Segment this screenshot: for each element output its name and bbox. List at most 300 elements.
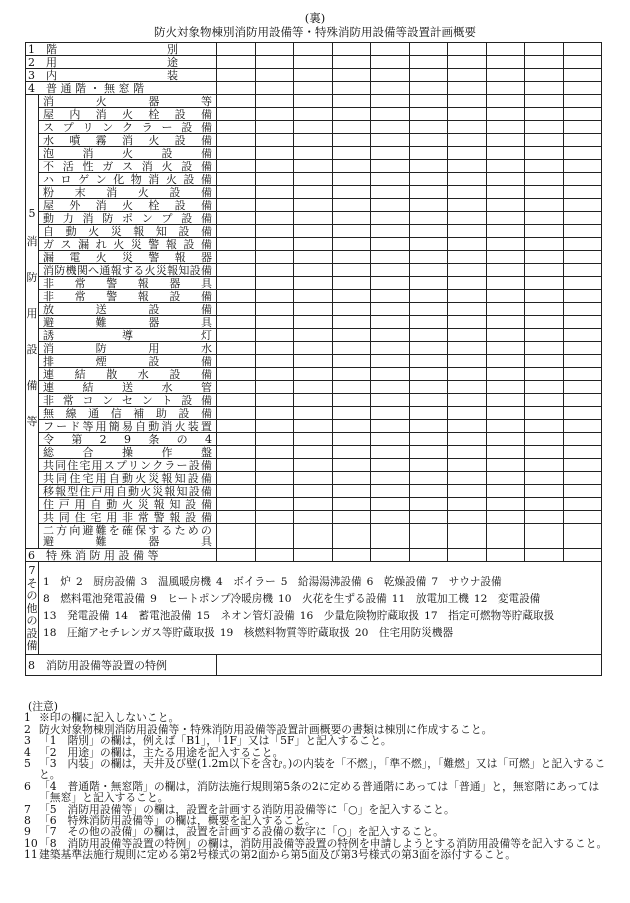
entry-cell[interactable] — [486, 225, 525, 238]
entry-cell[interactable] — [217, 199, 256, 212]
entry-cell[interactable] — [294, 316, 333, 329]
entry-cell[interactable] — [294, 342, 333, 355]
entry-cell[interactable] — [409, 277, 448, 290]
entry-cell[interactable] — [563, 329, 602, 342]
entry-cell[interactable] — [371, 433, 410, 446]
entry-cell[interactable] — [332, 69, 371, 82]
entry-cell[interactable] — [525, 82, 564, 95]
entry-cell[interactable] — [294, 303, 333, 316]
entry-cell[interactable] — [525, 368, 564, 381]
entry-cell[interactable] — [525, 472, 564, 485]
entry-cell[interactable] — [332, 212, 371, 225]
entry-cell[interactable] — [563, 290, 602, 303]
entry-cell[interactable] — [525, 524, 564, 549]
entry-cell[interactable] — [448, 212, 487, 225]
entry-cell[interactable] — [525, 420, 564, 433]
entry-cell[interactable] — [486, 173, 525, 186]
entry-cell[interactable] — [563, 134, 602, 147]
entry-cell[interactable] — [448, 173, 487, 186]
entry-cell[interactable] — [448, 316, 487, 329]
entry-cell[interactable] — [217, 316, 256, 329]
entry-cell[interactable] — [525, 56, 564, 69]
entry-cell[interactable] — [409, 134, 448, 147]
entry-cell[interactable] — [371, 303, 410, 316]
entry-cell[interactable] — [486, 160, 525, 173]
entry-cell[interactable] — [409, 485, 448, 498]
other-equipment-list[interactable] — [39, 562, 602, 655]
entry-cell[interactable] — [332, 433, 371, 446]
entry-cell[interactable] — [294, 108, 333, 121]
entry-cell[interactable] — [563, 498, 602, 511]
entry-cell[interactable] — [371, 199, 410, 212]
entry-cell[interactable] — [371, 511, 410, 524]
entry-cell[interactable] — [332, 342, 371, 355]
entry-cell[interactable] — [486, 316, 525, 329]
entry-cell[interactable] — [448, 433, 487, 446]
entry-cell[interactable] — [332, 43, 371, 56]
other-equipment-item[interactable]: 4 ボイラー — [215, 576, 276, 588]
entry-cell[interactable] — [332, 160, 371, 173]
entry-cell[interactable] — [371, 407, 410, 420]
entry-cell[interactable] — [255, 69, 294, 82]
entry-cell[interactable] — [217, 420, 256, 433]
entry-cell[interactable] — [409, 264, 448, 277]
entry-cell[interactable] — [255, 199, 294, 212]
entry-cell[interactable] — [255, 303, 294, 316]
entry-cell[interactable] — [563, 472, 602, 485]
entry-cell[interactable] — [525, 277, 564, 290]
entry-cell[interactable] — [255, 251, 294, 264]
entry-cell[interactable] — [371, 381, 410, 394]
entry-cell[interactable] — [486, 147, 525, 160]
entry-cell[interactable] — [255, 394, 294, 407]
entry-cell[interactable] — [217, 498, 256, 511]
entry-cell[interactable] — [217, 173, 256, 186]
entry-cell[interactable] — [255, 290, 294, 303]
entry-cell[interactable] — [371, 147, 410, 160]
entry-cell[interactable] — [486, 342, 525, 355]
entry-cell[interactable] — [525, 303, 564, 316]
entry-cell[interactable] — [409, 95, 448, 108]
entry-cell[interactable] — [332, 199, 371, 212]
entry-cell[interactable] — [371, 498, 410, 511]
entry-cell[interactable] — [255, 225, 294, 238]
entry-cell[interactable] — [332, 238, 371, 251]
entry-cell[interactable] — [486, 82, 525, 95]
entry-cell[interactable] — [332, 446, 371, 459]
entry-cell[interactable] — [448, 446, 487, 459]
entry-cell[interactable] — [371, 355, 410, 368]
entry-cell[interactable] — [332, 82, 371, 95]
entry-cell[interactable] — [409, 316, 448, 329]
entry-cell[interactable] — [525, 264, 564, 277]
entry-cell[interactable] — [217, 485, 256, 498]
entry-cell[interactable] — [294, 433, 333, 446]
entry-cell[interactable] — [371, 160, 410, 173]
entry-cell[interactable] — [448, 303, 487, 316]
entry-cell[interactable] — [409, 225, 448, 238]
entry-cell[interactable] — [448, 251, 487, 264]
entry-cell[interactable] — [217, 264, 256, 277]
entry-cell[interactable] — [486, 108, 525, 121]
entry-cell[interactable] — [486, 238, 525, 251]
entry-cell[interactable] — [448, 277, 487, 290]
entry-cell[interactable] — [409, 498, 448, 511]
entry-cell[interactable] — [255, 316, 294, 329]
entry-cell[interactable] — [255, 82, 294, 95]
entry-cell[interactable] — [332, 251, 371, 264]
entry-cell[interactable] — [448, 160, 487, 173]
entry-cell[interactable] — [217, 524, 256, 549]
entry-cell[interactable] — [217, 82, 256, 95]
entry-cell[interactable] — [255, 238, 294, 251]
entry-cell[interactable] — [525, 329, 564, 342]
entry-cell[interactable] — [255, 472, 294, 485]
entry-cell[interactable] — [332, 95, 371, 108]
entry-cell[interactable] — [294, 446, 333, 459]
entry-cell[interactable] — [486, 277, 525, 290]
entry-cell[interactable] — [486, 394, 525, 407]
entry-cell[interactable] — [486, 186, 525, 199]
entry-cell[interactable] — [371, 134, 410, 147]
entry-cell[interactable] — [448, 368, 487, 381]
entry-cell[interactable] — [217, 329, 256, 342]
entry-cell[interactable] — [255, 446, 294, 459]
entry-cell[interactable] — [563, 303, 602, 316]
entry-cell[interactable] — [486, 485, 525, 498]
entry-cell[interactable] — [294, 290, 333, 303]
entry-cell[interactable] — [255, 381, 294, 394]
entry-cell[interactable] — [409, 121, 448, 134]
entry-cell[interactable] — [294, 212, 333, 225]
entry-cell[interactable] — [563, 446, 602, 459]
entry-cell[interactable] — [294, 147, 333, 160]
entry-cell[interactable] — [217, 355, 256, 368]
entry-cell[interactable] — [563, 420, 602, 433]
entry-cell[interactable] — [409, 69, 448, 82]
entry-cell[interactable] — [486, 472, 525, 485]
entry-cell[interactable] — [448, 524, 487, 549]
entry-cell[interactable] — [563, 407, 602, 420]
entry-cell[interactable] — [217, 433, 256, 446]
entry-cell[interactable] — [448, 147, 487, 160]
entry-cell[interactable] — [371, 446, 410, 459]
other-equipment-item[interactable]: 5 給湯湯沸設備 — [280, 576, 362, 588]
entry-cell[interactable] — [525, 433, 564, 446]
other-equipment-item[interactable]: 11 放電加工機 — [391, 593, 469, 605]
entry-cell[interactable] — [294, 95, 333, 108]
other-equipment-item[interactable]: 14 蓄電池設備 — [114, 610, 192, 622]
entry-cell[interactable] — [563, 264, 602, 277]
entry-cell[interactable] — [294, 381, 333, 394]
entry-cell[interactable] — [217, 95, 256, 108]
entry-cell[interactable] — [448, 43, 487, 56]
entry-cell[interactable] — [371, 264, 410, 277]
entry-cell[interactable] — [563, 199, 602, 212]
entry-cell[interactable] — [409, 342, 448, 355]
entry-cell[interactable] — [332, 485, 371, 498]
exception-entry[interactable] — [217, 655, 602, 676]
entry-cell[interactable] — [486, 212, 525, 225]
entry-cell[interactable] — [294, 121, 333, 134]
entry-cell[interactable] — [409, 549, 448, 562]
entry-cell[interactable] — [332, 264, 371, 277]
entry-cell[interactable] — [563, 316, 602, 329]
entry-cell[interactable] — [332, 368, 371, 381]
entry-cell[interactable] — [332, 524, 371, 549]
entry-cell[interactable] — [486, 524, 525, 549]
entry-cell[interactable] — [255, 277, 294, 290]
entry-cell[interactable] — [486, 498, 525, 511]
entry-cell[interactable] — [448, 69, 487, 82]
entry-cell[interactable] — [217, 43, 256, 56]
other-equipment-item[interactable]: 3 温風暖房機 — [140, 576, 211, 588]
entry-cell[interactable] — [294, 355, 333, 368]
entry-cell[interactable] — [409, 173, 448, 186]
entry-cell[interactable] — [525, 498, 564, 511]
entry-cell[interactable] — [563, 355, 602, 368]
entry-cell[interactable] — [332, 407, 371, 420]
entry-cell[interactable] — [371, 459, 410, 472]
entry-cell[interactable] — [525, 238, 564, 251]
entry-cell[interactable] — [255, 368, 294, 381]
entry-cell[interactable] — [563, 277, 602, 290]
entry-cell[interactable] — [332, 134, 371, 147]
entry-cell[interactable] — [255, 108, 294, 121]
entry-cell[interactable] — [371, 69, 410, 82]
entry-cell[interactable] — [409, 511, 448, 524]
entry-cell[interactable] — [294, 368, 333, 381]
entry-cell[interactable] — [409, 420, 448, 433]
entry-cell[interactable] — [525, 43, 564, 56]
entry-cell[interactable] — [294, 160, 333, 173]
entry-cell[interactable] — [255, 56, 294, 69]
entry-cell[interactable] — [448, 56, 487, 69]
entry-cell[interactable] — [448, 82, 487, 95]
entry-cell[interactable] — [294, 407, 333, 420]
entry-cell[interactable] — [371, 108, 410, 121]
other-equipment-item[interactable]: 6 乾燥設備 — [366, 576, 427, 588]
entry-cell[interactable] — [448, 290, 487, 303]
entry-cell[interactable] — [217, 368, 256, 381]
entry-cell[interactable] — [371, 316, 410, 329]
entry-cell[interactable] — [409, 394, 448, 407]
entry-cell[interactable] — [486, 433, 525, 446]
entry-cell[interactable] — [525, 459, 564, 472]
entry-cell[interactable] — [255, 186, 294, 199]
entry-cell[interactable] — [409, 290, 448, 303]
entry-cell[interactable] — [371, 368, 410, 381]
entry-cell[interactable] — [448, 238, 487, 251]
entry-cell[interactable] — [525, 394, 564, 407]
entry-cell[interactable] — [371, 277, 410, 290]
entry-cell[interactable] — [371, 212, 410, 225]
other-equipment-item[interactable]: 12 変電設備 — [473, 593, 541, 605]
entry-cell[interactable] — [255, 147, 294, 160]
entry-cell[interactable] — [255, 264, 294, 277]
entry-cell[interactable] — [409, 108, 448, 121]
entry-cell[interactable] — [255, 43, 294, 56]
entry-cell[interactable] — [563, 433, 602, 446]
entry-cell[interactable] — [448, 342, 487, 355]
entry-cell[interactable] — [563, 95, 602, 108]
entry-cell[interactable] — [525, 173, 564, 186]
other-equipment-item[interactable]: 9 ヒートポンプ冷暖房機 — [150, 593, 273, 605]
entry-cell[interactable] — [294, 420, 333, 433]
entry-cell[interactable] — [448, 485, 487, 498]
entry-cell[interactable] — [255, 355, 294, 368]
entry-cell[interactable] — [448, 225, 487, 238]
entry-cell[interactable] — [332, 108, 371, 121]
entry-cell[interactable] — [332, 147, 371, 160]
entry-cell[interactable] — [448, 134, 487, 147]
other-equipment-item[interactable]: 13 発電設備 — [43, 610, 110, 622]
entry-cell[interactable] — [409, 251, 448, 264]
entry-cell[interactable] — [486, 134, 525, 147]
entry-cell[interactable] — [563, 160, 602, 173]
entry-cell[interactable] — [409, 186, 448, 199]
entry-cell[interactable] — [332, 121, 371, 134]
entry-cell[interactable] — [448, 498, 487, 511]
entry-cell[interactable] — [563, 82, 602, 95]
entry-cell[interactable] — [294, 549, 333, 562]
entry-cell[interactable] — [486, 549, 525, 562]
entry-cell[interactable] — [525, 355, 564, 368]
entry-cell[interactable] — [255, 549, 294, 562]
entry-cell[interactable] — [371, 173, 410, 186]
entry-cell[interactable] — [371, 290, 410, 303]
other-equipment-item[interactable]: 8 燃料電池発電設備 — [43, 593, 146, 605]
entry-cell[interactable] — [486, 381, 525, 394]
entry-cell[interactable] — [525, 549, 564, 562]
entry-cell[interactable] — [371, 420, 410, 433]
entry-cell[interactable] — [563, 238, 602, 251]
entry-cell[interactable] — [255, 329, 294, 342]
entry-cell[interactable] — [409, 381, 448, 394]
entry-cell[interactable] — [409, 329, 448, 342]
entry-cell[interactable] — [409, 160, 448, 173]
entry-cell[interactable] — [409, 407, 448, 420]
entry-cell[interactable] — [371, 43, 410, 56]
entry-cell[interactable] — [409, 212, 448, 225]
entry-cell[interactable] — [525, 121, 564, 134]
entry-cell[interactable] — [294, 329, 333, 342]
entry-cell[interactable] — [448, 549, 487, 562]
entry-cell[interactable] — [217, 225, 256, 238]
entry-cell[interactable] — [486, 368, 525, 381]
entry-cell[interactable] — [448, 329, 487, 342]
entry-cell[interactable] — [332, 420, 371, 433]
entry-cell[interactable] — [448, 394, 487, 407]
entry-cell[interactable] — [486, 407, 525, 420]
entry-cell[interactable] — [332, 186, 371, 199]
entry-cell[interactable] — [255, 173, 294, 186]
entry-cell[interactable] — [448, 459, 487, 472]
entry-cell[interactable] — [255, 459, 294, 472]
entry-cell[interactable] — [217, 472, 256, 485]
entry-cell[interactable] — [294, 277, 333, 290]
entry-cell[interactable] — [486, 121, 525, 134]
entry-cell[interactable] — [371, 329, 410, 342]
entry-cell[interactable] — [255, 407, 294, 420]
entry-cell[interactable] — [217, 160, 256, 173]
entry-cell[interactable] — [563, 108, 602, 121]
entry-cell[interactable] — [294, 43, 333, 56]
entry-cell[interactable] — [217, 56, 256, 69]
entry-cell[interactable] — [448, 186, 487, 199]
entry-cell[interactable] — [294, 186, 333, 199]
entry-cell[interactable] — [371, 225, 410, 238]
entry-cell[interactable] — [217, 407, 256, 420]
entry-cell[interactable] — [255, 498, 294, 511]
entry-cell[interactable] — [525, 251, 564, 264]
entry-cell[interactable] — [371, 524, 410, 549]
entry-cell[interactable] — [371, 549, 410, 562]
entry-cell[interactable] — [332, 511, 371, 524]
entry-cell[interactable] — [525, 381, 564, 394]
entry-cell[interactable] — [255, 95, 294, 108]
other-equipment-item[interactable]: 16 少量危険物貯蔵取扱 — [299, 610, 420, 622]
entry-cell[interactable] — [217, 238, 256, 251]
entry-cell[interactable] — [294, 251, 333, 264]
entry-cell[interactable] — [332, 316, 371, 329]
entry-cell[interactable] — [217, 108, 256, 121]
entry-cell[interactable] — [332, 225, 371, 238]
entry-cell[interactable] — [486, 420, 525, 433]
entry-cell[interactable] — [217, 121, 256, 134]
entry-cell[interactable] — [563, 147, 602, 160]
entry-cell[interactable] — [294, 199, 333, 212]
entry-cell[interactable] — [563, 251, 602, 264]
entry-cell[interactable] — [332, 394, 371, 407]
entry-cell[interactable] — [448, 199, 487, 212]
entry-cell[interactable] — [563, 43, 602, 56]
other-equipment-item[interactable]: 19 核燃料物質等貯蔵取扱 — [219, 627, 350, 639]
entry-cell[interactable] — [409, 43, 448, 56]
entry-cell[interactable] — [409, 56, 448, 69]
entry-cell[interactable] — [255, 433, 294, 446]
entry-cell[interactable] — [409, 524, 448, 549]
entry-cell[interactable] — [255, 212, 294, 225]
entry-cell[interactable] — [409, 433, 448, 446]
entry-cell[interactable] — [217, 186, 256, 199]
entry-cell[interactable] — [486, 355, 525, 368]
entry-cell[interactable] — [371, 485, 410, 498]
entry-cell[interactable] — [448, 381, 487, 394]
entry-cell[interactable] — [448, 420, 487, 433]
entry-cell[interactable] — [332, 277, 371, 290]
entry-cell[interactable] — [409, 82, 448, 95]
entry-cell[interactable] — [486, 95, 525, 108]
entry-cell[interactable] — [563, 459, 602, 472]
entry-cell[interactable] — [371, 186, 410, 199]
entry-cell[interactable] — [486, 329, 525, 342]
entry-cell[interactable] — [563, 381, 602, 394]
entry-cell[interactable] — [563, 485, 602, 498]
entry-cell[interactable] — [525, 95, 564, 108]
entry-cell[interactable] — [217, 69, 256, 82]
entry-cell[interactable] — [371, 82, 410, 95]
entry-cell[interactable] — [448, 355, 487, 368]
entry-cell[interactable] — [448, 472, 487, 485]
entry-cell[interactable] — [409, 368, 448, 381]
entry-cell[interactable] — [255, 134, 294, 147]
other-equipment-item[interactable]: 10 火花を生ずる設備 — [277, 593, 387, 605]
entry-cell[interactable] — [525, 446, 564, 459]
entry-cell[interactable] — [563, 524, 602, 549]
entry-cell[interactable] — [486, 290, 525, 303]
entry-cell[interactable] — [371, 238, 410, 251]
